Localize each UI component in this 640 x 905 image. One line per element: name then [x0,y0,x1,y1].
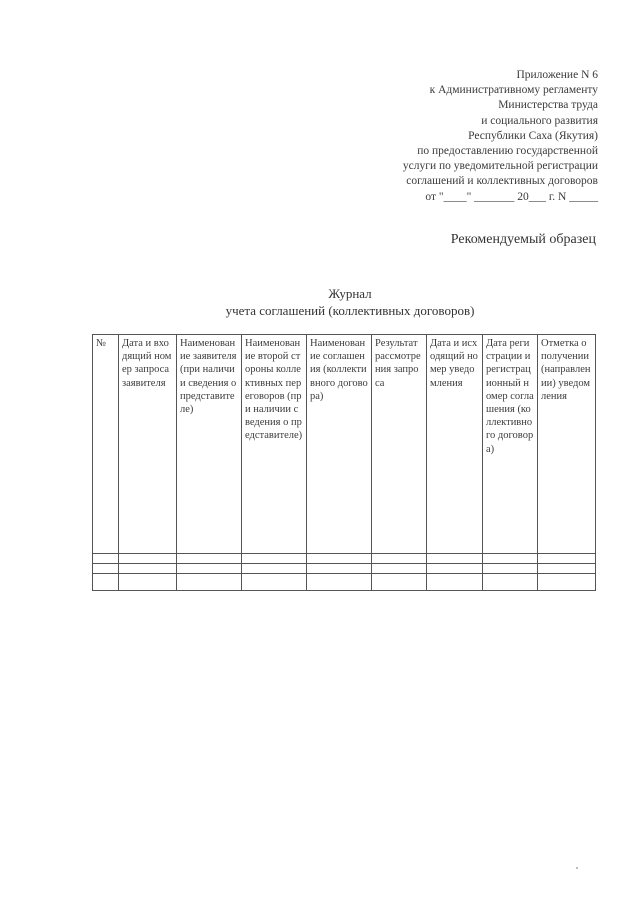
table-cell [483,564,538,574]
header-result: Результат рассмотрения запроса [372,335,427,554]
table-cell [427,554,483,564]
table-cell [372,574,427,591]
appendix-block [403,68,598,205]
table-cell [483,574,538,591]
appendix-line: Приложение N 6 [516,69,598,81]
appendix-line: Республики Саха (Якутия) [468,129,598,142]
table-header-row [93,335,596,554]
table-cell [177,564,242,574]
journal-subtitle: учета соглашений (коллективных договоров) [225,303,475,318]
journal-heading [70,285,630,319]
table-cell [119,554,177,564]
appendix-line: Министерства труда [498,99,598,112]
table-cell [538,564,596,574]
appendix-line: соглашений и коллективных договоров [406,175,598,188]
appendix-line: по предоставлению государственной [417,145,598,158]
header-applicant: Наименование заявителя (при наличии сведения о представителе) [177,335,242,554]
table-cell [119,574,177,591]
header-receipt-mark: Отметка о получении (направлении) уведомления [538,335,596,554]
table-cell [538,554,596,564]
table-cell [307,564,372,574]
header-agreement-name: Наименование соглашения (коллективного договора) [307,335,372,554]
header-request-date: Дата и входящий номер запроса заявителя [119,335,177,554]
header-registration: Дата регистрации и регистрационный номер соглашения (коллективного договора) [483,335,538,554]
appendix-line: к Административному регламенту [429,84,598,97]
header-number: № [93,335,119,554]
table-cell [242,574,307,591]
table-row [93,564,596,574]
table-row [93,574,596,591]
appendix-line: от "____" _______ 20___ г. N _____ [425,190,598,203]
header-notice-date: Дата и исходящий номер уведомления [427,335,483,554]
table-cell [307,554,372,564]
table-cell [177,554,242,564]
sample-label: Рекомендуемый образец [450,232,596,247]
header-second-party: Наименование второй стороны коллективных переговоров (при наличии сведения о представителе) [242,335,307,554]
table-cell [372,554,427,564]
table-cell [93,564,119,574]
table-cell [307,574,372,591]
journal-title: Журнал [328,286,372,301]
table-cell [483,554,538,564]
table-cell [427,564,483,574]
table-cell [177,574,242,591]
table-cell [93,574,119,591]
table-cell [538,574,596,591]
table-cell [242,564,307,574]
table-cell [372,564,427,574]
table-cell [427,574,483,591]
appendix-line: услуги по уведомительной регистрации [402,160,598,173]
journal-table [92,334,596,591]
table-cell [242,554,307,564]
appendix-line: и социального развития [481,114,598,127]
table-cell [119,564,177,574]
table-cell [93,554,119,564]
scan-speck [576,867,578,869]
table-row [93,554,596,564]
